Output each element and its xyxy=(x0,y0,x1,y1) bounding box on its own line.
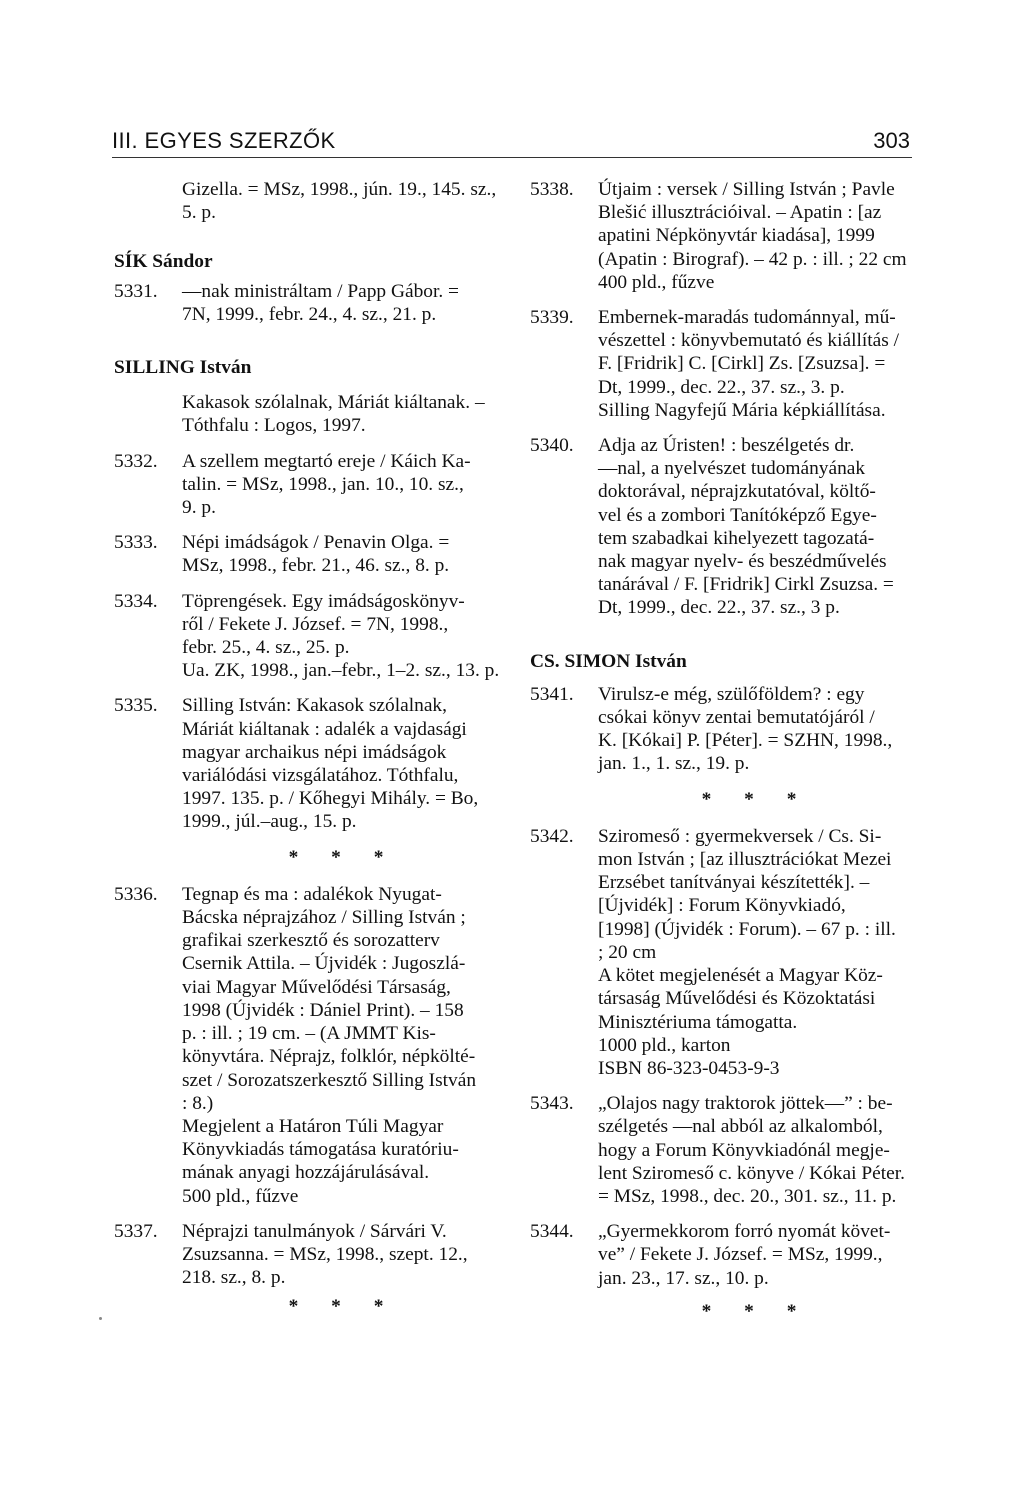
entry-number: 5334. xyxy=(114,590,158,612)
text-line: = MSz, 1998., dec. 20., 301. sz., 11. p. xyxy=(598,1185,897,1207)
text-line: mon István ; [az illusztrációkat Mezei xyxy=(598,849,892,871)
text-line: társaság Művelődési és Közoktatási xyxy=(598,988,876,1010)
text-line: nak magyar nyelv- és beszédművelés xyxy=(598,551,887,573)
author-heading: SÍK Sándor xyxy=(114,251,213,273)
text-line: – Tóthfalu : Logos, 1997. xyxy=(182,392,485,437)
section-separator: * * * xyxy=(701,1300,811,1322)
text-line: Töprengések. Egy imádságoskönyv- xyxy=(182,590,465,612)
text-line: 1999., júl.–aug., 15. p. xyxy=(182,811,357,833)
bib-entry-5338 xyxy=(530,178,914,294)
entry-text xyxy=(598,306,914,422)
bib-entry-5344 xyxy=(530,1220,914,1290)
entry-text xyxy=(182,531,504,577)
entry-text xyxy=(598,825,914,1080)
section-title: III. EGYES SZERZŐK xyxy=(112,128,336,153)
entry-text xyxy=(598,178,914,294)
right-column xyxy=(530,178,914,1337)
text-line: Blešić illusztrációival. – Apatin : [az xyxy=(598,202,882,224)
bib-entry-5340 xyxy=(530,434,914,620)
entry-text xyxy=(598,683,914,776)
bib-entry-5335 xyxy=(114,694,504,833)
author-heading: SILLING István xyxy=(114,357,252,379)
entry-number: 5341. xyxy=(530,683,574,705)
entry-text xyxy=(182,590,504,683)
text-line: Útjaim : versek / Silling István ; Pavle xyxy=(598,179,895,200)
text-line: Dt, 1999., dec. 22., 37. sz., 3. p. xyxy=(598,376,845,398)
entry-number: 5336. xyxy=(114,883,158,905)
text-line: variálódási vizsgálatához. Tóthfalu, xyxy=(182,765,459,787)
text-line: 1998 (Újvidék : Dániel Print). – 158 xyxy=(182,999,464,1021)
entry-text xyxy=(182,280,504,326)
bib-entry-5341 xyxy=(530,683,914,776)
text-line: 7N, 1999., febr. 24., 4. sz., 21. p. xyxy=(182,303,437,325)
text-line: ; 20 cm xyxy=(598,941,657,963)
text-line: [Újvidék] : Forum Könyvkiadó, xyxy=(598,895,846,917)
text-line: Embernek-maradás tudománnyal, mű- xyxy=(598,307,896,329)
text-line: 1000 pld., karton xyxy=(598,1034,731,1056)
text-line: Néprajzi tanulmányok / Sárvári V. xyxy=(182,1220,447,1242)
bib-entry-5337 xyxy=(114,1220,504,1290)
text-line: Máriát kiáltanak : adalék a vajdasági xyxy=(182,718,467,740)
entry-number: 5335. xyxy=(114,695,158,717)
text-line: könyvtára. Néprajz, folklór, népkölté- xyxy=(182,1046,476,1068)
text-line: Sziromeső : gyermekversek / Cs. Si- xyxy=(598,825,882,847)
continued-entry xyxy=(114,178,504,224)
text-line: viai Magyar Művelődési Társaság, xyxy=(182,976,451,998)
text-line: [1998] (Újvidék : Forum). – 67 p. : ill. xyxy=(598,918,896,940)
text-line: Dt, 1999., dec. 22., 37. sz., 3 p. xyxy=(598,597,840,619)
text-line: A kötet megjelenését a Magyar Köz- xyxy=(598,965,883,987)
text-line: (Apatin : Birograf). – 42 p. : ill. ; 22 cm xyxy=(598,248,907,270)
text-line: talin. = MSz, 1998., jan. 10., 10. sz., xyxy=(182,473,464,495)
text-line: MSz, 1998., febr. 21., 46. sz., 8. p. xyxy=(182,555,450,577)
author-heading: CS. SIMON István xyxy=(530,650,687,672)
section-separator: * * * xyxy=(288,846,398,868)
entry-number: 5331. xyxy=(114,280,158,302)
text-line: 9. p. xyxy=(182,497,216,519)
text-line: hogy a Forum Könyvkiadónál megje- xyxy=(598,1139,890,1161)
text-line: A szellem megtartó ereje / Káich Ka- xyxy=(182,450,471,472)
section-separator: * * * xyxy=(288,1296,398,1318)
text-line: magyar archaikus népi imádságok xyxy=(182,741,447,763)
text-line: F. [Fridrik] C. [Cirkl] Zs. [Zsuzsa]. = xyxy=(598,353,886,375)
entry-number: 5340. xyxy=(530,435,574,457)
text-line: ISBN 86-323-0453-9-3 xyxy=(598,1057,780,1079)
text-line: 1997. 135. p. / Kőhegyi Mihály. = Bo, xyxy=(182,788,479,810)
text-line: grafikai szerkesztő és sorozatterv xyxy=(182,930,440,952)
text-line: szélgetés —nal abból az alkalomból, xyxy=(598,1116,883,1138)
bib-entry-5339 xyxy=(530,306,914,422)
bib-entry-5333 xyxy=(114,531,504,577)
text-line: Zsuzsanna. = MSz, 1998., szept. 12., xyxy=(182,1243,468,1265)
entry-text xyxy=(182,694,504,833)
text-line: Silling Nagyfejű Mária képkiállítása. xyxy=(598,399,886,421)
entry-number: 5337. xyxy=(114,1220,158,1242)
text-line: —nal, a nyelvészet tudományának xyxy=(598,458,866,480)
bib-entry-5332 xyxy=(114,450,504,520)
print-speck xyxy=(99,1317,102,1320)
text-line: apatini Népkönyvtár kiadása], 1999 xyxy=(598,225,875,247)
text-line: Csernik Attila. – Újvidék : Jugoszlá- xyxy=(182,953,466,975)
header-rule xyxy=(112,157,912,158)
text-line: 400 pld., fűzve xyxy=(598,271,715,293)
text-line: jan. 1., 1. sz., 19. p. xyxy=(598,753,750,775)
text-line: Megjelent a Határon Túli Magyar xyxy=(182,1115,444,1137)
text-line: Silling István: Kakasok szólalnak, xyxy=(182,695,447,717)
text-line: Erzsébet tanítványai készítették]. – xyxy=(598,872,870,894)
text-line: vészettel : könyvbemutató és kiállítás / xyxy=(598,330,900,352)
text-line: „Gyermekkorom forró nyomát követ- xyxy=(598,1221,891,1243)
text-line: K. [Kókai] P. [Péter]. = SZHN, 1998., xyxy=(598,730,893,752)
page-number: 303 xyxy=(873,128,910,153)
text-line: Gizella. = MSz, 1998., jún. 19., 145. xyxy=(182,179,466,200)
entry-text xyxy=(598,1092,914,1208)
text-line: tem szabadkai kihelyezett tagozatá- xyxy=(598,527,875,549)
entry-number: 5338. xyxy=(530,179,574,200)
text-line: sz., 5. p. xyxy=(182,179,497,224)
text-line: szet / Sorozatszerkesztő Silling István xyxy=(182,1069,477,1091)
entry-text xyxy=(598,1220,914,1290)
entry-number: 5332. xyxy=(114,450,158,472)
entry-number: 5342. xyxy=(530,825,574,847)
bib-entry-5343 xyxy=(530,1092,914,1208)
text-line: Tegnap és ma : adalékok Nyugat- xyxy=(182,883,442,905)
text-line: Népi imádságok / Penavin Olga. = xyxy=(182,532,450,554)
text-line: Bácska néprajzához / Silling István ; xyxy=(182,907,466,929)
text-line: Kakasok szólalnak, Máriát kiáltanak. xyxy=(182,392,471,414)
text-line: tanárával / F. [Fridrik] Cirkl Zsuzsa. = xyxy=(598,574,894,596)
entry-number: 5343. xyxy=(530,1093,574,1115)
text-line: Könyvkiadás támogatása kuratóriu- xyxy=(182,1139,459,1161)
text-line: Adja az Úristen! : beszélgetés dr. xyxy=(598,435,855,457)
entry-text xyxy=(598,434,914,620)
bib-entry-5336 xyxy=(114,883,504,1208)
text-line: Ua. ZK, 1998., jan.–febr., 1–2. sz., 13. p. xyxy=(182,660,500,682)
text-line: Minisztériuma támogatta. xyxy=(598,1011,798,1033)
entry-number: 5333. xyxy=(114,532,158,554)
text-line: p. : ill. ; 19 cm. – (A JMMT Kis- xyxy=(182,1023,436,1045)
book-title xyxy=(114,391,504,437)
entry-text xyxy=(182,450,504,520)
text-line: 218. sz., 8. p. xyxy=(182,1267,286,1289)
text-line: —nak ministráltam / Papp Gábor. = xyxy=(182,280,459,302)
text-line: jan. 23., 17. sz., 10. p. xyxy=(598,1267,769,1289)
text-line: vel és a zombori Tanítóképző Egye- xyxy=(598,504,877,526)
text-line: mának anyagi hozzájárulásával. xyxy=(182,1162,430,1184)
entry-text xyxy=(182,1220,504,1290)
text-line: ve” / Fekete J. József. = MSz, 1999., xyxy=(598,1244,883,1266)
text-line: „Olajos nagy traktorok jöttek—” : be- xyxy=(598,1093,893,1115)
entry-number: 5344. xyxy=(530,1221,574,1243)
text-line: ről / Fekete J. József. = 7N, 1998., xyxy=(182,613,449,635)
left-column xyxy=(114,178,504,1333)
text-line: : 8.) xyxy=(182,1092,214,1114)
text-line: lent Sziromeső c. könyve / Kókai Péter. xyxy=(598,1162,905,1184)
entry-number: 5339. xyxy=(530,307,574,329)
entry-text xyxy=(182,883,504,1208)
bib-entry-5342 xyxy=(530,825,914,1080)
bib-entry-5331 xyxy=(114,280,504,326)
section-separator: * * * xyxy=(701,788,811,810)
text-line: febr. 25., 4. sz., 25. p. xyxy=(182,637,350,659)
text-line: doktorával, néprajzkutatóval, költő- xyxy=(598,481,876,503)
text-line: Virulsz-e még, szülőföldem? : egy xyxy=(598,683,865,705)
text-line: csókai könyv zentai bemutatójáról / xyxy=(598,707,875,729)
bib-entry-5334 xyxy=(114,590,504,683)
text-line: 500 pld., fűzve xyxy=(182,1185,299,1207)
page-header xyxy=(112,124,912,158)
